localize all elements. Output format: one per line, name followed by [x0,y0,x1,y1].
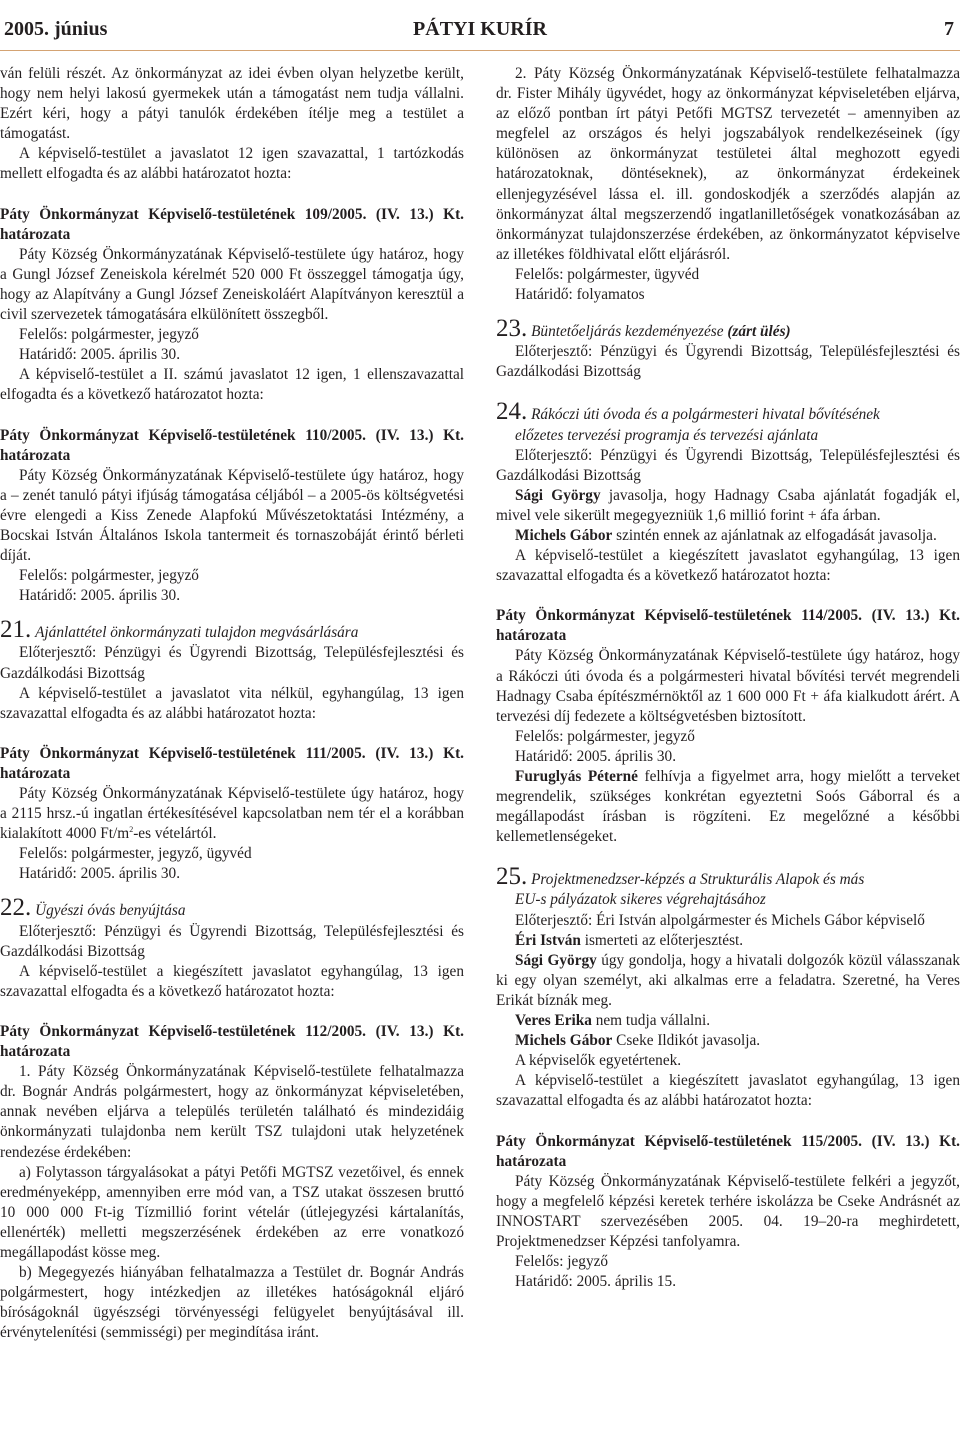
section-heading-21 [0,616,464,644]
responsible-line: Felelős: polgármester, jegyző [515,727,695,745]
paragraph: A képviselő-testület a javaslatot vita nélkül, egyhangúlag, 13 igen szavazattal elfogadta és az alábbi határozatot hozta: [0,684,464,722]
presenter-line: Előterjesztő: Éri István alpolgármester és Michels Gábor képviselő [515,911,925,929]
speaker-paragraph [496,486,960,526]
deadline-line: Határidő: 2005. április 30. [19,865,181,883]
resolution-body: Páty Község Önkormányzatának Képviselő-testülete felkéri a jegyzőt, hogy a megfelelő képzési keretek terhére iskolázza be Cseke Andrásnét az INNOSTART szervezésében 2005. 04. 19–20-ra meghirdetett, Projektmenedzser Képzési tanfolyamra. [496,1172,960,1250]
page-header [0,0,960,50]
section-subtitle: előzetes tervezési programja és tervezési ajánlata [515,426,819,444]
speaker-paragraph [496,767,960,847]
paragraph: A képviselő-testület a kiegészített javaslatot egyhangúlag, 13 igen szavazattal elfogadta és a következő határozatot hozta: [496,547,960,585]
section-number: 21. [0,616,32,644]
paragraph: A képviselő-testület a javaslatot 12 igen szavazattal, 1 tartózkodás mellett elfogadta és az alábbi határozatot hozta: [0,145,464,183]
text-run: szintén ennek az ajánlatnak az elfogadását javasolja. [612,526,937,544]
section-heading-22 [0,894,464,922]
text-run: felhívja a figyelmet arra, hogy mielőtt a terveket megrendelik, szükséges konkrétan egyeztetni Soós Gáborral és a megállapodást írásban is rögzíteni. Ez megelőzné a későbbi kellemetlenségeket. [496,768,960,846]
resolution-body: Páty Község Önkormányzatának Képviselő-testülete úgy határoz, hogy a Rákóczi úti óvoda és a polgármesteri hivatal bővítési tervét megrendeli Hadnagy Csaba építészmérnöktől az 1 600 000 Ft + áfa kialkudott árért. A tervezési díj fedezete a költségvetésben biztosított. [496,647,960,725]
resolution-heading-111: Páty Önkormányzat Képviselő-testületének 111/2005. (IV. 13.) Kt. határozata [0,744,464,782]
header-rule [0,50,960,51]
deadline-line: Határidő: folyamatos [515,286,645,304]
speaker-paragraph [496,1011,960,1031]
speaker-paragraph [496,1031,960,1051]
responsible-line: Felelős: polgármester, jegyző, ügyvéd [19,845,252,863]
text-run: nem tudja vállalni. [591,1012,711,1030]
section-title: Ajánlattétel önkormányzati tulajdon megvásárlására [35,624,359,642]
resolution-heading-112: Páty Önkormányzat Képviselő-testületének 112/2005. (IV. 13.) Kt. határozata [0,1022,464,1061]
section-number: 24. [496,398,528,426]
text-run: úgy gondolja, hogy a hivatali dolgozók közül válasszanak ki egy olyan személyt, aki alkalmas erre a feladatra. Szeretné, ha Veres Erikát bíznák meg. [496,951,960,1009]
speaker-name: Sági György [515,951,597,969]
resolution-heading-109: Páty Önkormányzat Képviselő-testületének 109/2005. (IV. 13.) Kt. határozata [0,205,464,243]
section-title: Büntetőeljárás kezdeményezése [531,323,724,341]
speaker-name: Sági György [515,486,601,504]
section-title: Ügyészi óvás benyújtása [35,902,186,920]
section-note: (zárt ülés) [727,323,791,341]
resolution-body: a) Folytasson tárgyalásokat a pátyi Petőfi MGTSZ vezetőivel, és ennek eredményeképp, amennyiben erre mód van, a TSZ utakat összesen bruttó 10 000 000 Ft-ig Tízmillió forint vételár (útlejegyzési kártalanítás, ellenérték) melletti megszerzésének érdekében az erre vonatkozó megállapodást kösse meg. [0,1163,464,1261]
right-column [496,64,960,1292]
section-heading-23 [496,315,960,343]
resolution-body [0,784,464,844]
paragraph: A képviselő-testület a kiegészített javaslatot egyhangúlag, 13 igen szavazattal elfogadta és az alábbi határozatot hozta: [496,1072,960,1110]
speaker-name: Éri István [515,931,581,949]
page-number: 7 [944,18,954,40]
section-title: Rákóczi úti óvoda és a polgármesteri hivatal bővítésének [531,406,880,424]
deadline-line: Határidő: 2005. április 30. [19,587,181,605]
text-run: -es vételártól. [133,825,217,843]
newspaper-title: PÁTYI KURÍR [413,18,547,40]
deadline-line: Határidő: 2005. április 15. [515,1273,677,1291]
resolution-body: b) Megegyezés hiányában felhatalmazza a Testület dr. Bognár András polgármestert, hogy intézkedjen az illetékes hatóságoknál eljáró bíróságoknál ügyészségi törvényességi felügyelet benyújtásával ill. érvénytelenítési (semmisségi) per megindítása iránt. [0,1264,464,1342]
paragraph: A képviselő-testület a kiegészített javaslatot egyhangúlag, 13 igen szavazattal elfogadta és a következő határozatot hozta: [0,962,464,1000]
section-number: 23. [496,315,528,343]
responsible-line: Felelős: jegyző [515,1253,609,1271]
presenter-line: Előterjesztő: Pénzügyi és Ügyrendi Bizottság, Településfejlesztési és Gazdálkodási Bizottság [0,644,464,682]
section-heading-24 [496,398,960,426]
paragraph: ván felüli részét. Az önkormányzat az idei évben olyan helyzetbe került, hogy nem helyi lakosú gyermekek után a támogatást nem tudja vállalni. Ezért kéri, hogy a pátyi tanulók érdekében ítélje meg a testület a támogatást. [0,65,464,143]
text-run: javasolja, hogy Hadnagy Csaba ajánlatát fogadják el, mivel vele sikerült megegyezniük 1,6 millió forint + áfa árban. [496,486,960,524]
section-number: 22. [0,894,32,922]
presenter-line: Előterjesztő: Pénzügyi és Ügyrendi Bizottság, Településfejlesztési és Gazdálkodási Bizottság [496,446,960,484]
presenter-line: Előterjesztő: Pénzügyi és Ügyrendi Bizottság, Településfejlesztési és Gazdálkodási Bizottság [0,922,464,960]
resolution-body: Páty Község Önkormányzatának Képviselő-testülete úgy határoz, hogy a Gungl József Zeneiskola kérelmét 520 000 Ft összeggel támogatja úgy, hogy az Alapítvány a Gungl József Zeneiskoláért Alapítványon keresztül a civil szervezetek támogatására elkülönített összegből. [0,245,464,324]
presenter-line: Előterjesztő: Pénzügyi és Ügyrendi Bizottság, Településfejlesztési és Gazdálkodási Bizottság [496,343,960,381]
speaker-paragraph [496,526,960,546]
deadline-line: Határidő: 2005. április 30. [515,747,677,765]
resolution-heading-115: Páty Önkormányzat Képviselő-testületének 115/2005. (IV. 13.) Kt. határozata [496,1132,960,1170]
section-number: 25. [496,863,528,891]
superscript: 2 [129,825,134,835]
text-run: Cseke Ildikót javasolja. [612,1032,761,1050]
speaker-paragraph [496,931,960,951]
responsible-line: Felelős: polgármester, jegyző [19,326,199,344]
resolution-body: Páty Község Önkormányzatának Képviselő-testülete úgy határoz, hogy a – zenét tanuló pátyi ifjúság támogatása céljából – a 2005-ös költségvetési évre elengedi a Kiss Zenede Alapfokú Művészetoktatási Intézmény, a Bocskai István Általános Iskola tantermeit és tornaszobáját érintő bérleti díját. [0,466,464,565]
paragraph: A képviselő-testület a II. számú javaslatot 12 igen, 1 ellenszavazattal elfogadta és a következő határozatot hozta: [0,366,464,404]
left-column [0,64,464,1343]
speaker-name: Veres Erika [515,1012,592,1030]
text-run: Páty Község Önkormányzatának Képviselő-testülete úgy határoz, hogy a 2115 hrsz.-ú ingatlan értékesítésével kapcsolatban nem tér el a korábban kialakított 4000 Ft/m [0,785,464,843]
resolution-body: 1. Páty Község Önkormányzatának Képviselő-testülete felhatalmazza dr. Bognár András polgármestert, hogy az önkormányzat képviseletében, annak nevében eljárva a település területén található és mindezidáig önkormányzati tulajdonba nem került TSZ tulajdoni utak helyzetének rendezése érdekében: [0,1063,464,1161]
section-subtitle: EU-s pályázatok sikeres végrehajtásához [515,891,766,909]
resolution-heading-110: Páty Önkormányzat Képviselő-testületének 110/2005. (IV. 13.) Kt. határozata [0,426,464,464]
paragraph: A képviselők egyetértenek. [515,1052,682,1070]
speaker-name: Michels Gábor [515,1032,613,1050]
speaker-name: Michels Gábor [515,526,613,544]
section-title: Projektmenedzser-képzés a Strukturális Alapok és más [531,871,865,889]
deadline-line: Határidő: 2005. április 30. [19,346,181,364]
responsible-line: Felelős: polgármester, ügyvéd [515,265,700,283]
responsible-line: Felelős: polgármester, jegyző [19,567,199,585]
text-run: ismerteti az előterjesztést. [580,931,744,949]
speaker-paragraph [496,951,960,1011]
speaker-name: Furuglyás Péterné [515,768,638,785]
resolution-body: 2. Páty Község Önkormányzatának Képviselő-testülete felhatalmazza dr. Fister Mihály ügyvédet, hogy az önkormányzat képviseletében eljárva, az előző pontban írt pátyi Petőfi MGTSZ tervezetét – amennyiben az megfelel az országos és helyi jogszabályok rendelkezéseinek (így különösen az önkormányzat testületei által meghozott egyedi határozatoknak, döntéseknek), az önkormányzat érdekeinek ellenjegyzésével lássa el. ill. gondoskodjék a szerződés alapján az önkormányzat által megszerzendő ingatlanilletőségek vonatkozásában az önkormányzat tulajdonszerzése érdekében, az önkormányzatot képviselve az illetékes földhivatal előtt eljárásról. [496,65,960,263]
issue-date: 2005. június [4,18,108,40]
resolution-heading-114: Páty Önkormányzat Képviselő-testületének 114/2005. (IV. 13.) Kt. határozata [496,607,960,645]
section-heading-25 [496,863,960,891]
